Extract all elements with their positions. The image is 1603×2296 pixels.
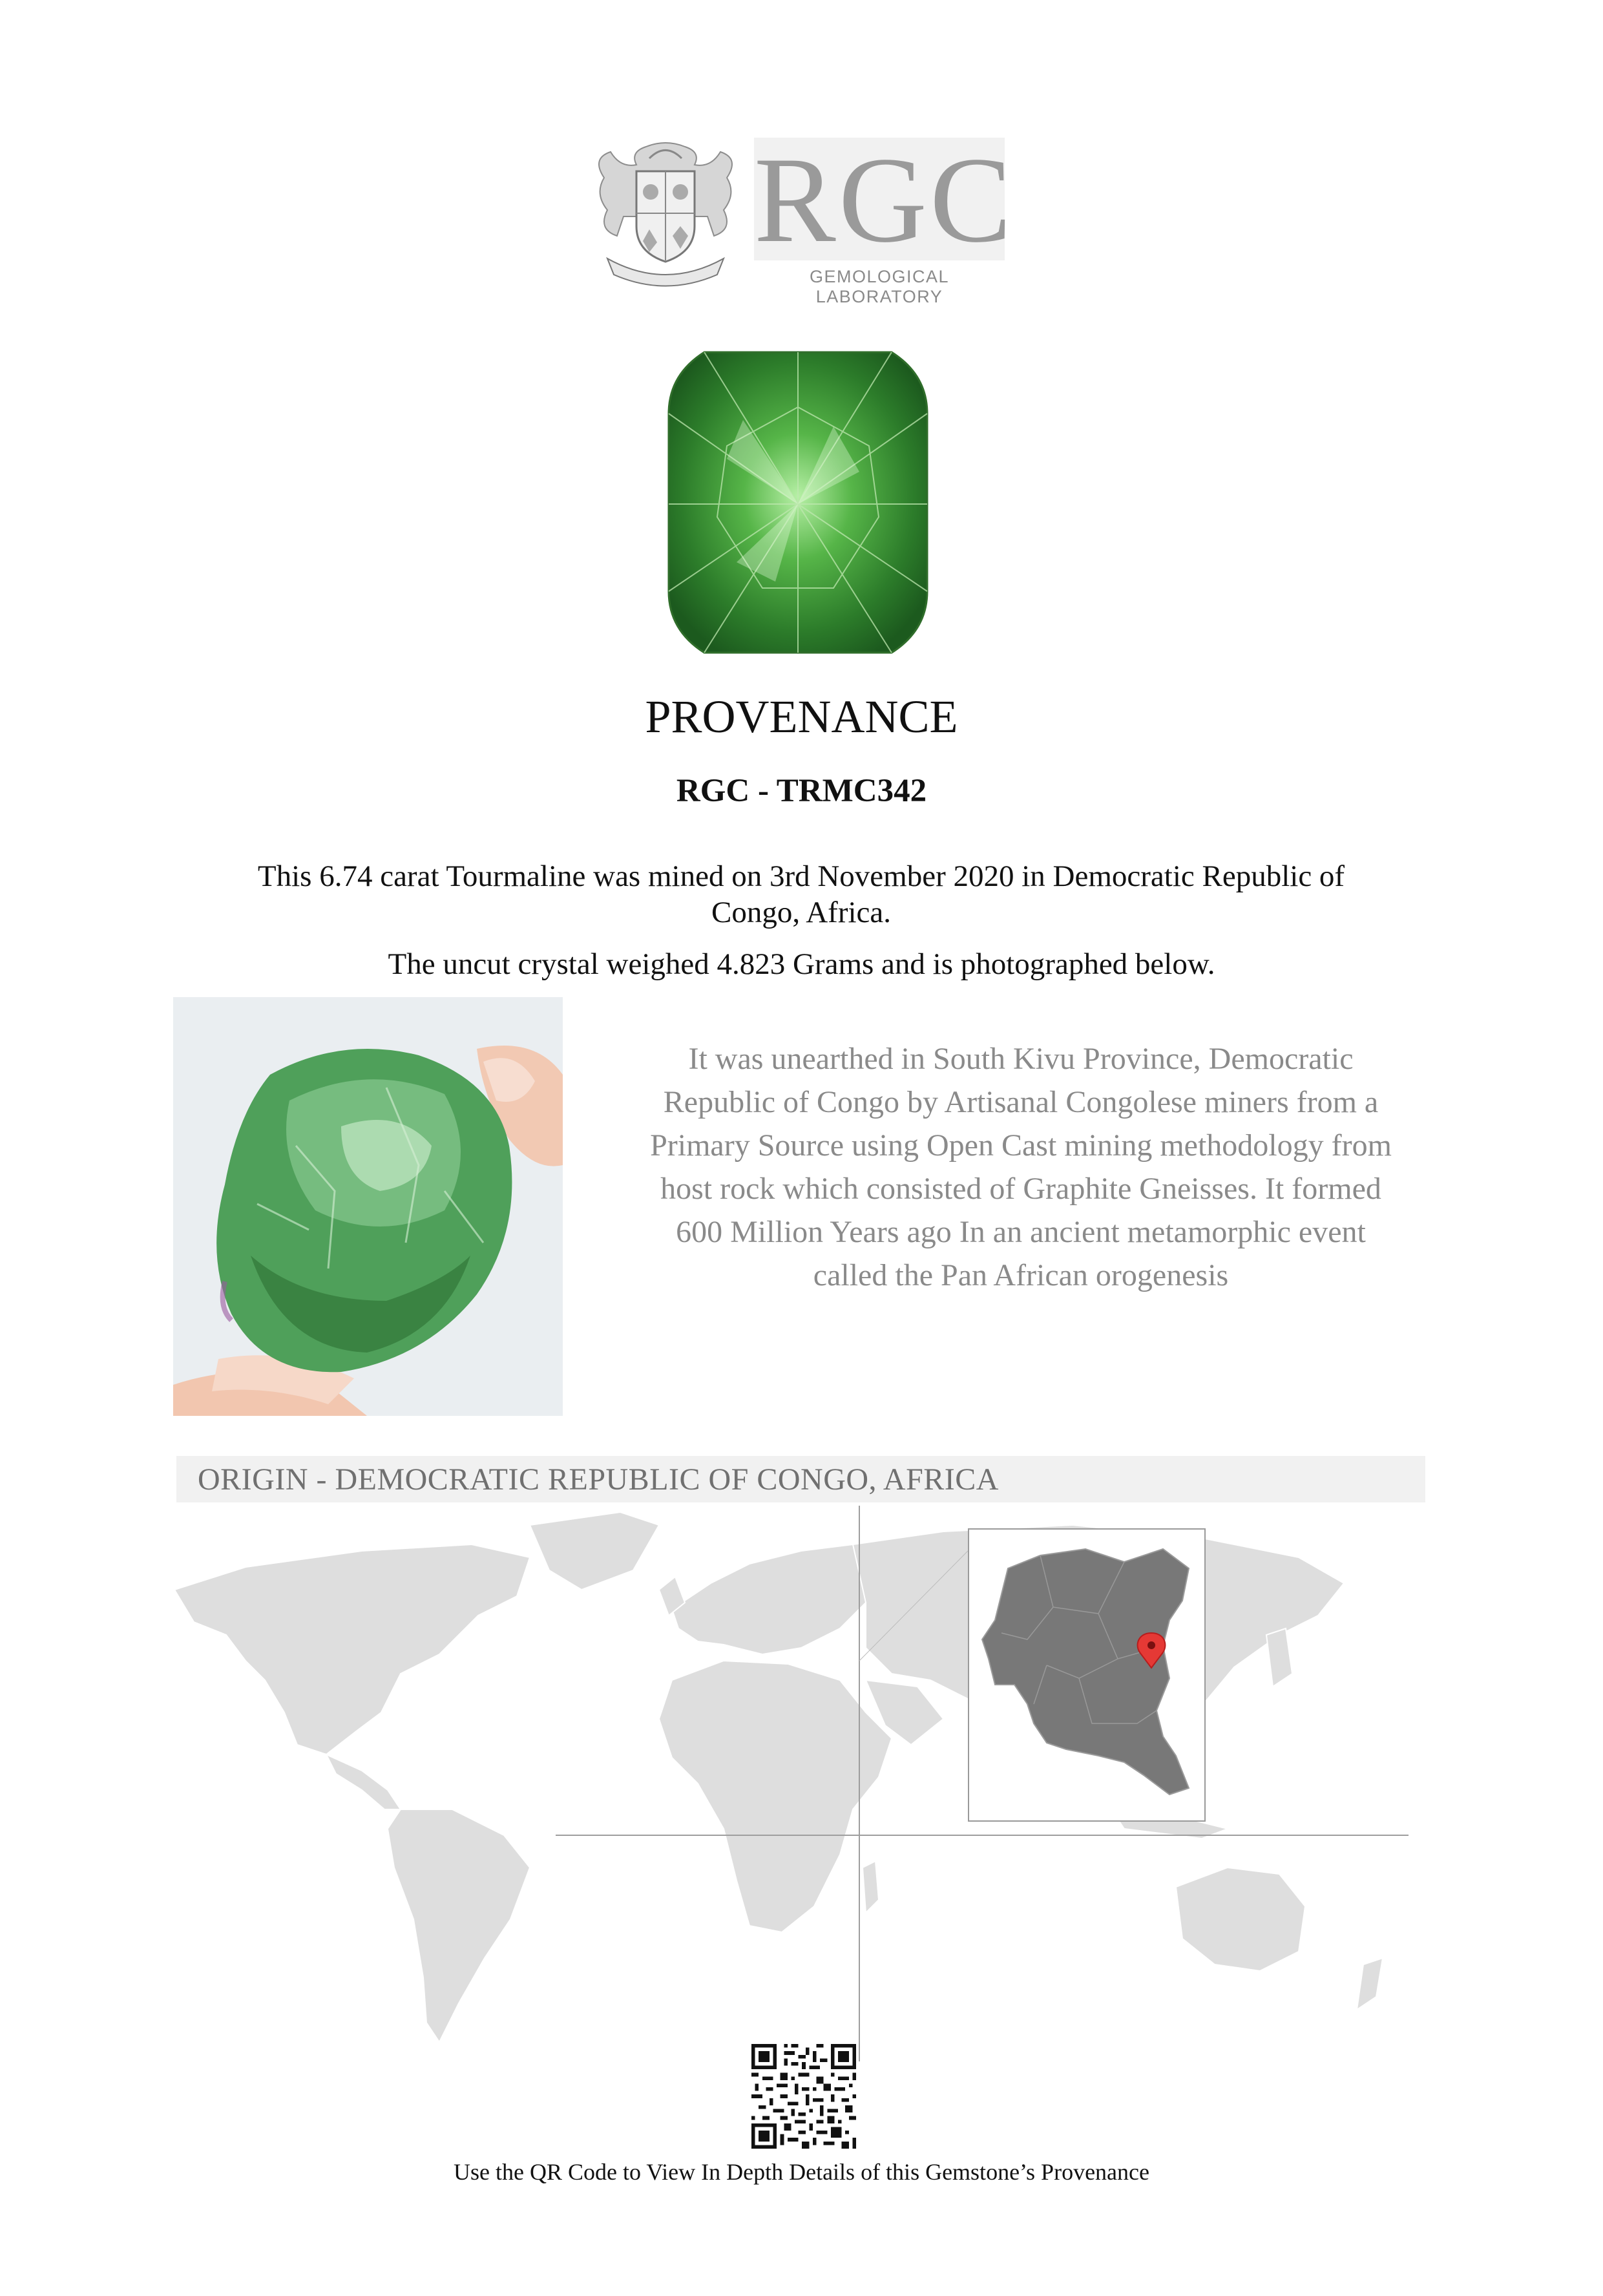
crystal-weight-text: The uncut crystal weighed 4.823 Grams and is photographed below. [388, 947, 1215, 981]
rough-crystal-illustration [173, 997, 563, 1416]
greenland-landmass [530, 1512, 659, 1590]
central-america-landmass [326, 1754, 401, 1809]
south-america-landmass [388, 1809, 530, 2042]
logo-mark-panel [754, 132, 1014, 268]
origin-label: ORIGIN - DEMOCRATIC REPUBLIC OF CONGO, AFRICA [198, 1462, 999, 1497]
qr-code[interactable] [751, 2044, 856, 2149]
new-zealand-landmass [1357, 1958, 1383, 2010]
africa-landmass [659, 1661, 892, 1932]
qr-caption: Use the QR Code to View In Depth Details of this Gemstone’s Provenance [454, 2159, 1149, 2185]
drc-map [969, 1530, 1204, 1820]
page-title: PROVENANCE [645, 691, 958, 743]
europe-landmass [672, 1544, 879, 1654]
cut-gemstone-image [665, 349, 930, 656]
logo-subtitle: GEMOLOGICAL LABORATORY [809, 267, 950, 306]
provenance-story: It was unearthed in South Kivu Province, Democratic Republic of Congo by Artisanal Congolese miners from a Primary Source using Open Cast mining methodology from host rock which consisted of Graphite Gneisses. It formed 600 Million Years ago In an ancient metamorphic event called the Pan African orogenesis [650, 1042, 1392, 1292]
heraldic-crest-icon [585, 139, 746, 288]
logo-mark: RGC [754, 132, 1014, 268]
intro-text: This 6.74 carat Tourmaline was mined on 3rd November 2020 in Democratic Republic of Congo, Africa. [257, 859, 1345, 929]
north-america-landmass [174, 1544, 530, 1754]
world-map [168, 1506, 1434, 2061]
japan-landmass [1266, 1628, 1292, 1687]
rough-crystal-photo [173, 997, 563, 1416]
reference-number: RGC - TRMC342 [676, 773, 927, 809]
madagascar-landmass [863, 1861, 879, 1913]
australia-landmass [1176, 1868, 1305, 1971]
country-inset-map [968, 1528, 1206, 1822]
lab-logo [585, 126, 1014, 306]
